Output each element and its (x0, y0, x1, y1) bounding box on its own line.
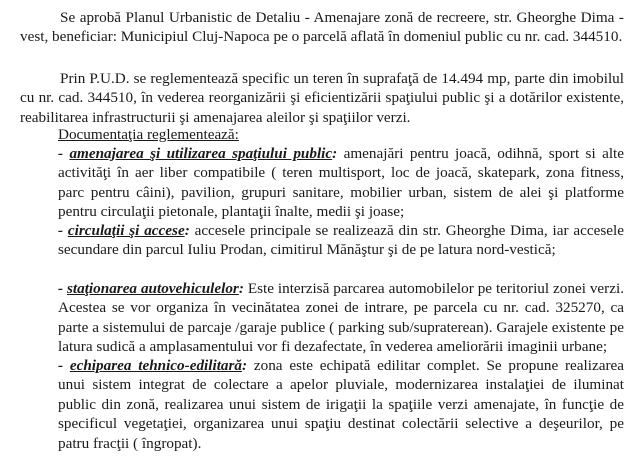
documentation-item-circulation (58, 221, 624, 260)
item-term: staţionarea autovehiculelor (66, 280, 239, 297)
documentation-item-public-space (58, 144, 624, 222)
item-colon: : (238, 280, 244, 297)
item-text: zona este echipată edilitar complet. Se propune realizarea unui sistem integrat de colectare a apelor pluviale, modernizarea instalaţiei de iluminat public din zonă, realizarea unui sistem de irigaţii la spaţiile verzi amenajate, în funcţie de specificul vegetaţiei, organizarea unui spaţiu destinat colectării selective a deşeurilor, pe patru fracţii ( îngropat). (58, 357, 624, 452)
item-term: amenajarea şi utilizarea spaţiului public (69, 145, 333, 162)
item-dash: - (58, 145, 70, 162)
item-text: accesele principale se realizează din str. Gheorghe Dima, iar accesele secundare din parcul Iuliu Prodan, cimitirul Mănăştur şi de pe latura nord-vestică; (58, 222, 624, 259)
item-dash: - (58, 222, 68, 239)
intro-paragraph-approval: Se aprobă Planul Urbanistic de Detaliu - Amenajare zonă de recreere, str. Gheorghe Dima - vest, beneficiar: Municipiul Cluj-Napoca pe o parcelă aflată în domeniul public cu nr. cad. 344510. (20, 9, 624, 46)
item-colon: : (332, 145, 338, 162)
item-text: amenajări pentru joacă, odihnă, sport si alte activităţi în aer liber compatibile ( teren multisport, loc de joacă, skatepark, zona fitness, parc pentru câini), pavilion, grupuri sanitare, mobilier urban, sistem de alei şi platforme pentru circulaţii pietonale, plantaţii înalte, medii şi joase; (58, 145, 625, 221)
documentation-item-utilities (58, 356, 624, 453)
item-dash: - (58, 357, 70, 374)
documentation-item-parking (58, 279, 624, 357)
item-text: Este interzisă parcarea automobilelor pe teritoriul zonei verzi. Acestea se vor organiza în vecinătatea zonei de intrare, pe parcela cu nr. cad. 325270, ca parte a sistemului de parcaje /garaje publice ( parking sub/supraterean). Garajele existente pe latura sudică a amplasamentului vor fi dezafectate, în vederea ameliorării imaginii urbane; (58, 280, 624, 356)
item-term: circulaţii şi accese (67, 222, 185, 239)
item-term: echiparea tehnico-edilitară (69, 357, 243, 374)
item-dash: - (58, 280, 67, 297)
item-colon: : (242, 357, 248, 374)
intro-paragraph-regulation: Prin P.U.D. se reglementează specific un teren în suprafaţă de 14.494 mp, parte din imobilul cu nr. cad. 344510, în vederea reorganizării şi eficientizării spaţiului public şi a dotărilor existente, reabilitarea infrastructurii şi amenajarea aleilor şi spaţiilor verzi. (20, 70, 624, 126)
documentation-heading: Documentaţia reglementează: (58, 126, 239, 143)
item-colon: : (184, 222, 190, 239)
